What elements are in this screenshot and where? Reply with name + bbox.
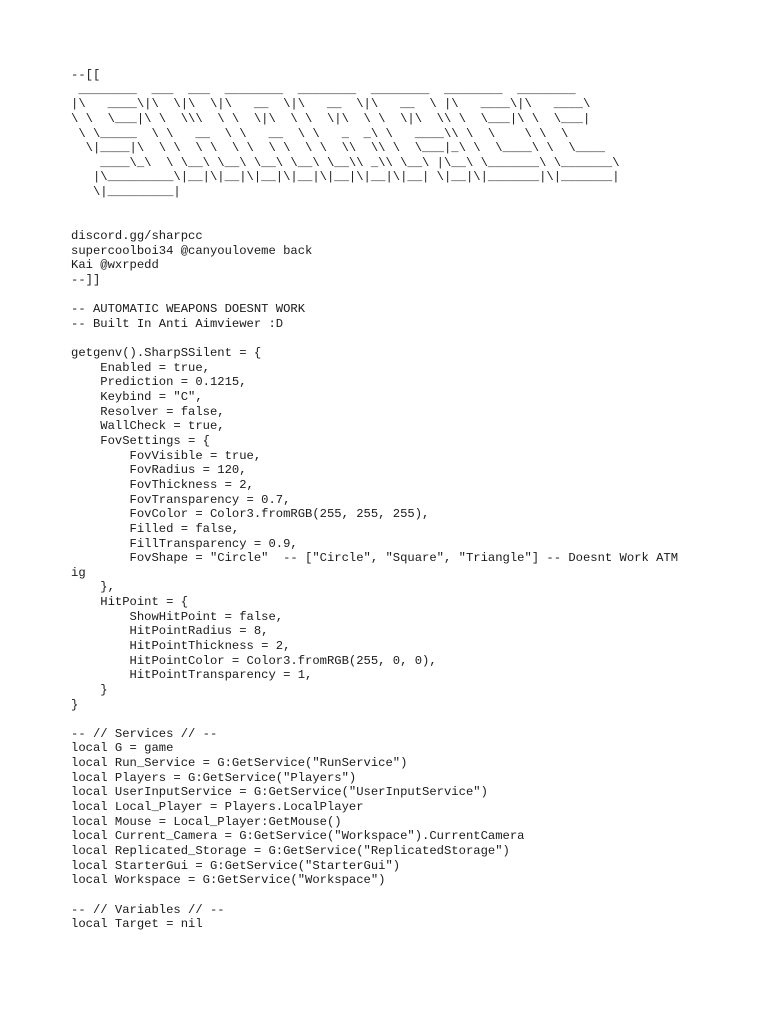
- code-line: --]]: [71, 272, 101, 287]
- code-line: local Players = G:GetService("Players"): [71, 770, 357, 785]
- code-line: -- AUTOMATIC WEAPONS DOESNT WORK: [71, 302, 306, 317]
- code-line: HitPoint = {: [71, 595, 189, 610]
- code-line: ShowHitPoint = false,: [71, 609, 284, 624]
- document-page: [71, 68, 761, 932]
- code-line: local Target = nil: [71, 917, 203, 932]
- code-line: }: [71, 697, 79, 712]
- code-line: local Local_Player = Players.LocalPlayer: [71, 800, 364, 815]
- code-line: Kai @wxrpedd: [71, 258, 159, 273]
- code-line: ________ ___ ___ ________ ________ ________ ________ ________: [71, 82, 576, 97]
- code-line: local G = game: [71, 741, 174, 756]
- code-line: getgenv().SharpSSilent = {: [71, 346, 262, 361]
- code-line: \|____|\ \ \ \ \ \ \ \ \ \ \ \\ \\ \ \___|_\ \ \____\ \ \____: [71, 141, 605, 156]
- code-line: local Mouse = Local_Player:GetMouse(): [71, 814, 342, 829]
- code-line: -- // Variables // --: [71, 902, 225, 917]
- code-line: local Workspace = G:GetService("Workspace"): [71, 873, 386, 888]
- code-line: FovTransparency = 0.7,: [71, 492, 291, 507]
- code-line: local StarterGui = G:GetService("StarterGui"): [71, 858, 401, 873]
- code-line: HitPointTransparency = 1,: [71, 668, 313, 683]
- code-block: [71, 68, 761, 932]
- code-line: ig: [71, 565, 86, 580]
- code-line: |\_________\|__|\|__|\|__|\|__|\|__|\|__|\|__| \|__|\|_______|\|_______|: [71, 170, 620, 185]
- code-line: -- // Services // --: [71, 726, 218, 741]
- code-line: FovVisible = true,: [71, 448, 262, 463]
- code-line: FovSettings = {: [71, 434, 210, 449]
- code-line: \ \_____ \ \ __ \ \ __ \ \ _ _\ \ ____\\ \ \ \ \ \: [71, 126, 569, 141]
- code-line: [71, 214, 761, 229]
- code-line: FovColor = Color3.fromRGB(255, 255, 255),: [71, 507, 430, 522]
- code-line: -- Built In Anti Aimviewer :D: [71, 316, 284, 331]
- code-line: }: [71, 682, 108, 697]
- code-line: Filled = false,: [71, 521, 240, 536]
- code-line: ____\_\ \ \__\ \__\ \__\ \__\ \__\\ _\\ \__\ |\__\ \_______\ \_______\: [71, 155, 620, 170]
- code-line: |\ ____\|\ \|\ \|\ __ \|\ __ \|\ __ \ |\ ____\|\ ____\: [71, 97, 591, 112]
- code-line: },: [71, 580, 115, 595]
- code-line: [71, 200, 761, 215]
- code-line: --[[: [71, 68, 101, 82]
- code-line: HitPointThickness = 2,: [71, 638, 291, 653]
- code-line: Keybind = "C",: [71, 390, 203, 405]
- code-line: \|_________|: [71, 185, 181, 200]
- code-line: Enabled = true,: [71, 360, 210, 375]
- code-line: Resolver = false,: [71, 404, 225, 419]
- code-line: local Run_Service = G:GetService("RunService"): [71, 756, 408, 771]
- code-line: local UserInputService = G:GetService("UserInputService"): [71, 785, 488, 800]
- code-line: FillTransparency = 0.9,: [71, 536, 298, 551]
- code-line: local Current_Camera = G:GetService("Workspace").CurrentCamera: [71, 829, 525, 844]
- code-line: [71, 332, 761, 347]
- code-line: FovThickness = 2,: [71, 477, 254, 492]
- code-line: [71, 712, 761, 727]
- code-line: HitPointColor = Color3.fromRGB(255, 0, 0),: [71, 653, 437, 668]
- code-line: Prediction = 0.1215,: [71, 375, 247, 390]
- code-line: discord.gg/sharpcc: [71, 229, 203, 244]
- code-line: local Replicated_Storage = G:GetService("ReplicatedStorage"): [71, 843, 510, 858]
- code-line: \ \ \___|\ \ \\\ \ \ \|\ \ \ \|\ \ \ \|\ \\ \ \___|\ \ \___|: [71, 111, 591, 126]
- code-line: WallCheck = true,: [71, 419, 225, 434]
- code-line: HitPointRadius = 8,: [71, 624, 269, 639]
- code-line: supercoolboi34 @canyouloveme back: [71, 243, 313, 258]
- code-line: [71, 288, 761, 303]
- code-line: FovRadius = 120,: [71, 463, 247, 478]
- code-line: [71, 888, 761, 903]
- code-line: FovShape = "Circle" -- ["Circle", "Square", "Triangle"] -- Doesnt Work ATM: [71, 551, 679, 566]
